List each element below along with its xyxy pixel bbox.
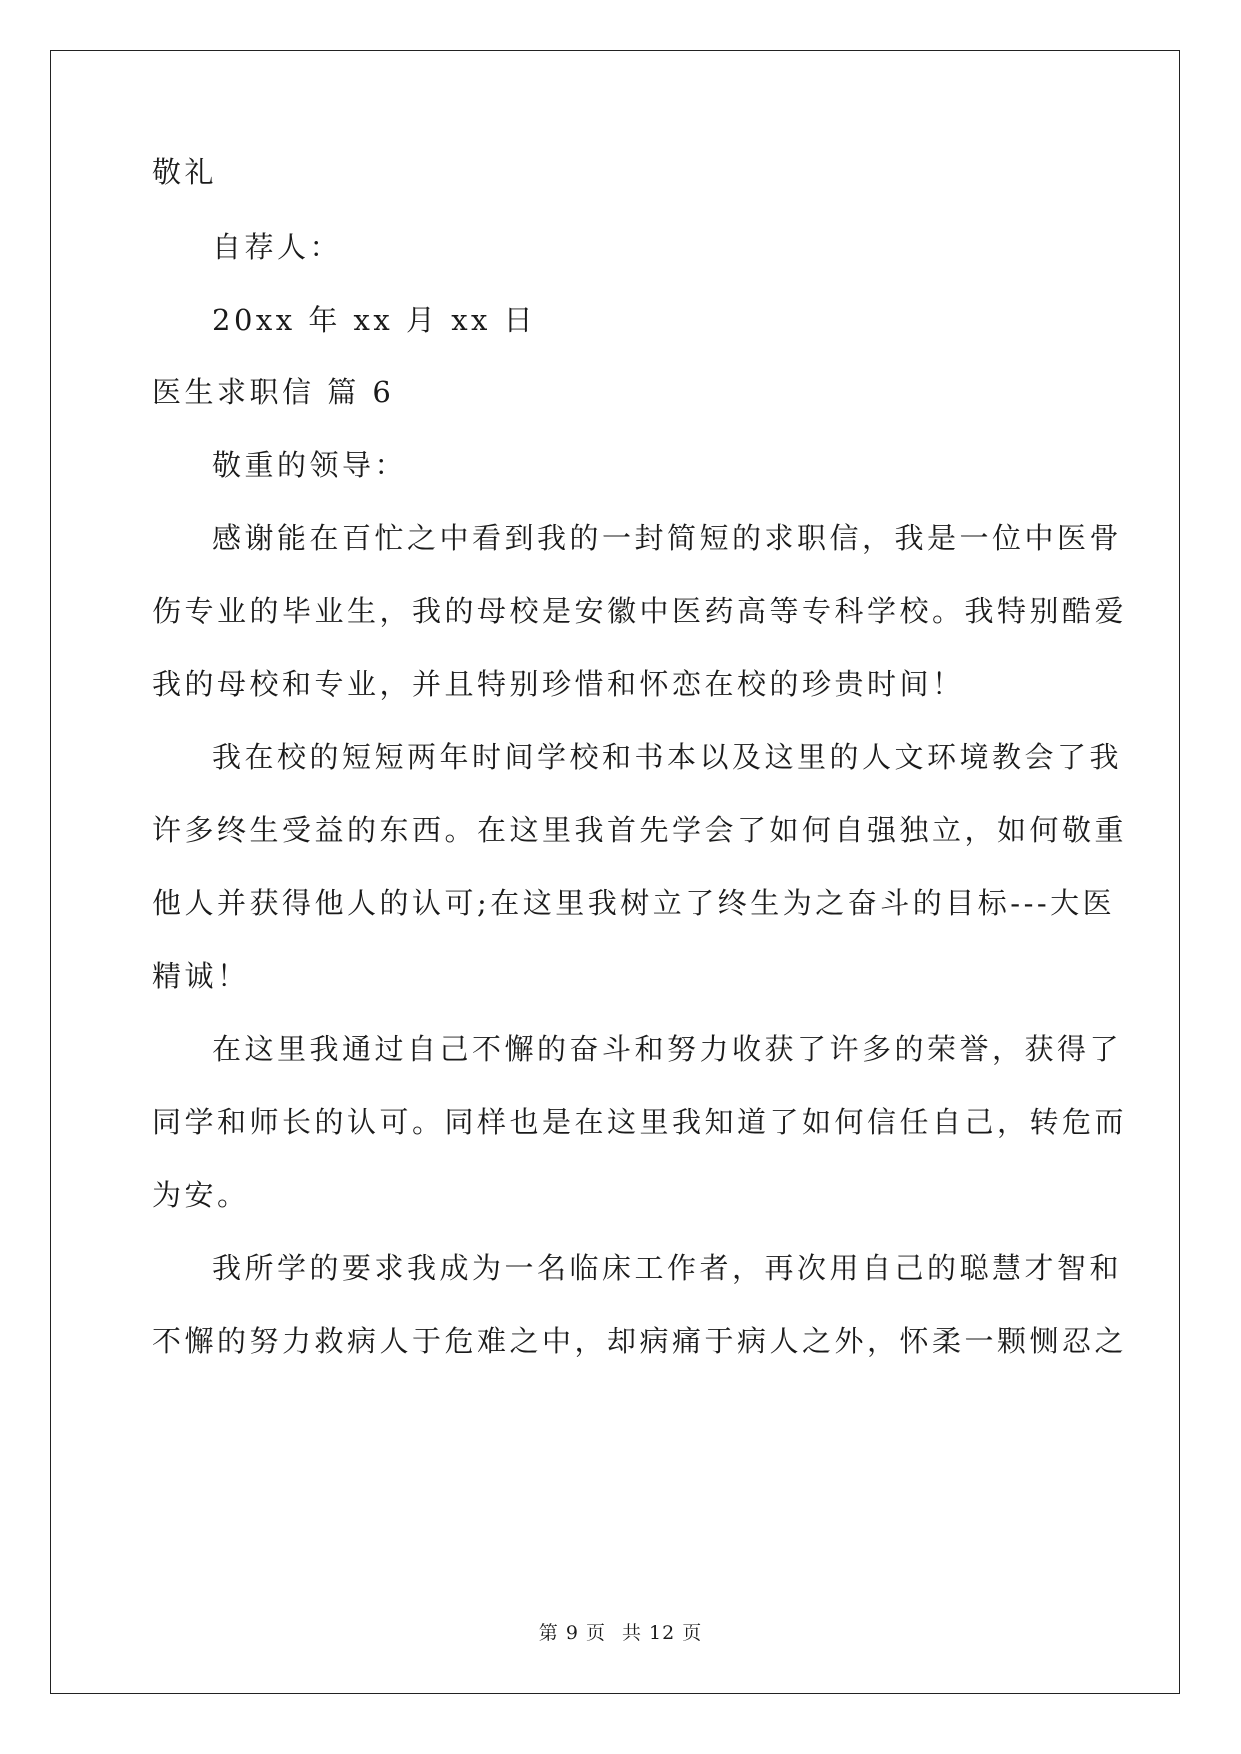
text-line-16: 我所学的要求我成为一名临床工作者，再次用自己的聪慧才智和 — [212, 1251, 1123, 1285]
text-line-17: 不懈的努力救病人于危难之中，却病痛于病人之外，怀柔一颗恻忍之 — [152, 1324, 1128, 1358]
text-line-10: 许多终生受益的东西。在这里我首先学会了如何自强独立，如何敬重 — [152, 813, 1128, 847]
text-line-13: 在这里我通过自己不懈的奋斗和努力收获了许多的荣誉，获得了 — [212, 1032, 1123, 1066]
text-line-15: 为安。 — [152, 1178, 250, 1212]
text-line-2: 自荐人： — [212, 230, 343, 264]
text-line-11: 他人并获得他人的认可;在这里我树立了终生为之奋斗的目标---大医 — [152, 886, 1116, 920]
salutation: 敬重的领导： — [212, 448, 408, 482]
text-line-8: 我的母校和专业，并且特别珍惜和怀恋在校的珍贵时间！ — [152, 667, 965, 701]
text-line-7: 伤专业的毕业生，我的母校是安徽中医药高等专科学校。我特别酷爱 — [152, 594, 1128, 628]
text-line-1: 敬礼 — [152, 155, 218, 189]
text-line-14: 同学和师长的认可。同样也是在这里我知道了如何信任自己，转危而 — [152, 1105, 1128, 1139]
text-line-3: 20xx 年 xx 月 xx 日 — [212, 303, 537, 337]
section-heading: 医生求职信 篇 6 — [152, 375, 395, 409]
text-line-12: 精诚！ — [152, 959, 250, 993]
page-number: 第 9 页 — [538, 1622, 606, 1644]
page-frame — [50, 50, 1180, 1694]
text-line-9: 我在校的短短两年时间学校和书本以及这里的人文环境教会了我 — [212, 740, 1123, 774]
text-line-6: 感谢能在百忙之中看到我的一封简短的求职信，我是一位中医骨 — [212, 521, 1123, 555]
page-footer — [0, 1618, 1241, 1645]
page-total: 共 12 页 — [621, 1622, 703, 1644]
